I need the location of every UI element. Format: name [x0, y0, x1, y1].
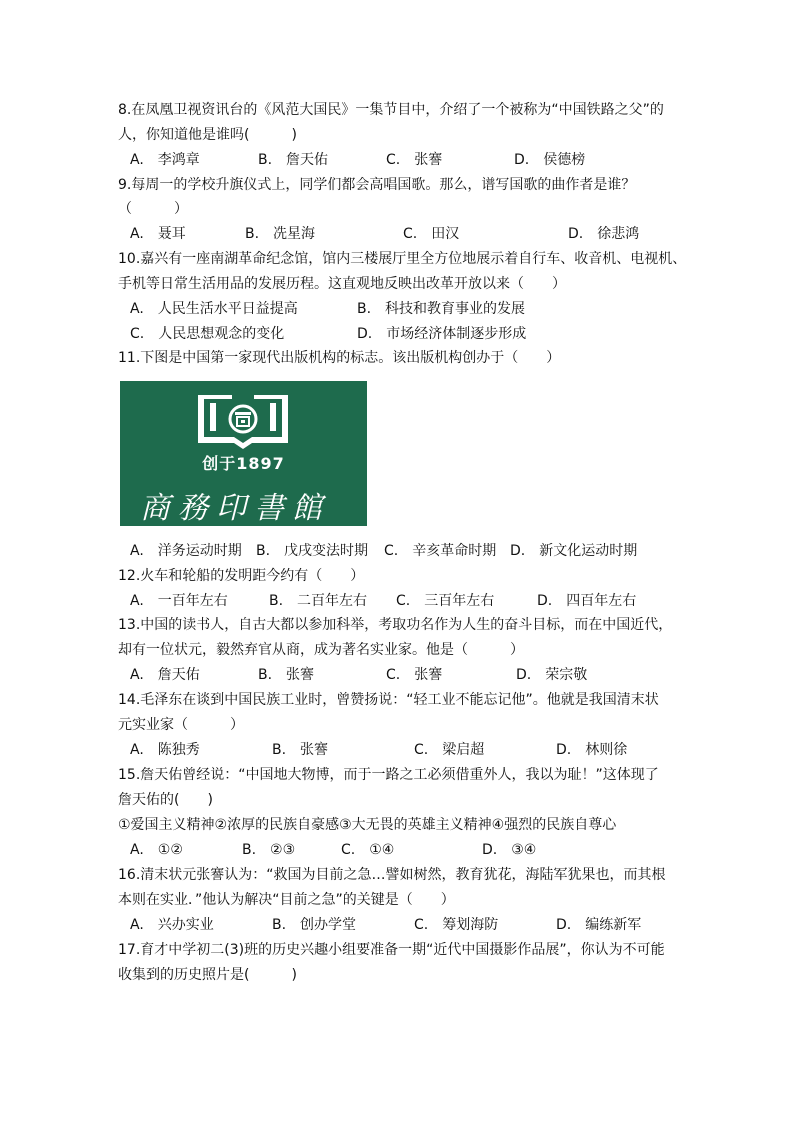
q10-option-a: A. 人民生活水平日益提高: [130, 301, 298, 317]
q14-option-c: C. 梁启超: [414, 742, 485, 758]
commercial-press-logo: [120, 381, 367, 526]
q15-option-c: C. ①④: [341, 842, 395, 858]
q11-option-a: A. 洋务运动时期: [130, 543, 242, 559]
q16-option-d: D. 编练新军: [556, 917, 642, 933]
q9-option-b: B. 冼星海: [245, 226, 316, 242]
q13-option-a: A. 詹天佑: [130, 667, 200, 683]
q9-option-a: A. 聂耳: [130, 226, 186, 242]
q8-option-a: A. 李鸿章: [130, 152, 200, 168]
q16-option-c: C. 筹划海防: [414, 917, 499, 933]
logo-calligraphy-name: 商務印書館: [140, 491, 330, 526]
question-11-line-1: 11.下图是中国第一家现代出版机构的标志。该出版机构创办于（ ）: [118, 350, 561, 366]
q13-option-d: D. 荣宗敬: [516, 667, 588, 683]
question-13-line-1: 13.中国的读书人，自古大都以参加科举，考取功名作为人生的奋斗目标，而在中国近代，: [118, 617, 673, 633]
q10-option-d: D. 市场经济体制逐步形成: [357, 326, 527, 342]
q15-option-d: D. ③④: [482, 842, 537, 858]
q12-option-a: A. 一百年左右: [130, 593, 228, 609]
q13-option-b: B. 张謇: [258, 667, 315, 683]
q14-option-b: B. 张謇: [272, 742, 329, 758]
q12-option-d: D. 四百年左右: [537, 593, 637, 609]
q8-option-c: C. 张謇: [386, 152, 443, 168]
question-8-line-2: 人，你知道他是谁吗( ): [118, 127, 297, 143]
question-13-line-2: 却有一位状元，毅然弃官从商，成为著名实业家。他是（ ）: [118, 642, 524, 658]
q11-option-d: D. 新文化运动时期: [510, 543, 638, 559]
question-15-line-2: 詹天佑的( ): [118, 792, 213, 808]
q8-option-b: B. 詹天佑: [258, 152, 329, 168]
question-16-line-1: 16.清末状元张謇认为：“救国为目前之急…譬如树然，教育犹花，海陆军犹果也，而其根: [118, 867, 666, 883]
question-15-line-1: 15.詹天佑曾经说：“中国地大物博，而于一路之工必须借重外人，我以为耻！”这体现了: [118, 767, 659, 783]
question-15-line-3: ①爱国主义精神②浓厚的民族自豪感③大无畏的英雄主义精神④强烈的民族自尊心: [118, 817, 617, 833]
q15-option-b: B. ②③: [242, 842, 296, 858]
q9-option-c: C. 田汉: [403, 226, 460, 242]
question-9-line-1: 9.每周一的学校升旗仪式上，同学们都会高唱国歌。那么，谱写国歌的曲作者是谁？: [118, 177, 636, 193]
q12-option-b: B. 二百年左右: [269, 593, 368, 609]
q16-option-a: A. 兴办实业: [130, 917, 214, 933]
question-14-line-1: 14.毛泽东在谈到中国民族工业时，曾赞扬说：“轻工业不能忘记他”。他就是我国清末状: [118, 692, 659, 708]
question-14-line-2: 元实业家（ ）: [118, 717, 244, 733]
question-17-line-2: 收集到的历史照片是( ): [118, 967, 297, 983]
q10-option-c: C. 人民思想观念的变化: [130, 326, 285, 342]
logo-founded-year: 创于1897: [202, 454, 285, 473]
q11-option-b: B. 戊戌变法时期: [256, 543, 369, 559]
q10-option-b: B. 科技和教育事业的发展: [357, 301, 526, 317]
question-17-line-1: 17.育才中学初二(3)班的历史兴趣小组要准备一期“近代中国摄影作品展”，你认为不可能: [118, 942, 665, 958]
question-16-line-2: 本则在实业．”他认为解决“目前之急”的关键是（ ）: [118, 892, 455, 908]
question-9-line-2: （ ）: [118, 201, 188, 217]
q16-option-b: B. 创办学堂: [272, 917, 357, 933]
q8-option-d: D. 侯德榜: [514, 152, 586, 168]
q15-option-a: A. ①②: [130, 842, 183, 858]
q9-option-d: D. 徐悲鸿: [568, 226, 640, 242]
question-8-line-1: 8.在凤凰卫视资讯台的《风范大国民》一集节目中，介绍了一个被称为“中国铁路之父”的: [118, 102, 664, 118]
q11-option-c: C. 辛亥革命时期: [384, 543, 497, 559]
question-10-line-2: 手机等日常生活用品的发展历程。这直观地反映出改革开放以来（ ）: [118, 276, 566, 292]
q14-option-a: A. 陈独秀: [130, 742, 200, 758]
q13-option-c: C. 张謇: [386, 667, 443, 683]
q12-option-c: C. 三百年左右: [396, 593, 495, 609]
q14-option-d: D. 林则徐: [556, 742, 628, 758]
question-10-line-1: 10.嘉兴有一座南湖革命纪念馆，馆内三楼展厅里全方位地展示着自行车、收音机、电视机、: [118, 251, 687, 267]
question-12-line-1: 12.火车和轮船的发明距今约有（ ）: [118, 568, 365, 584]
